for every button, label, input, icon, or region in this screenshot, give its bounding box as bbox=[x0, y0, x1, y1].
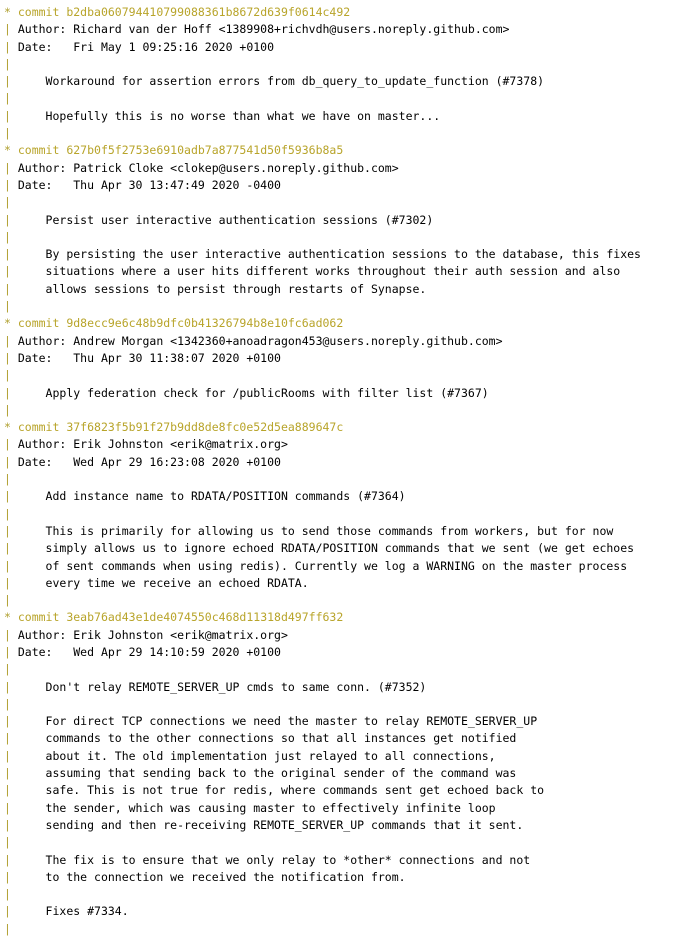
log-text: Author: Richard van der Hoff <1389908+richvdh@users.noreply.github.com> bbox=[17, 22, 510, 37]
log-line bbox=[4, 177, 692, 194]
log-line bbox=[4, 246, 692, 263]
log-line bbox=[4, 730, 692, 747]
log-text: of sent commands when using redis). Currently we log a WARNING on the master process bbox=[17, 558, 628, 573]
log-line bbox=[4, 558, 692, 575]
graph-branch-line: | bbox=[4, 108, 18, 123]
graph-branch-line: | bbox=[4, 333, 18, 348]
graph-branch-line: | bbox=[4, 39, 18, 54]
commit-keyword: commit bbox=[17, 143, 67, 158]
graph-branch-line: | bbox=[4, 921, 18, 936]
log-line bbox=[4, 696, 692, 713]
log-line bbox=[4, 782, 692, 799]
graph-commit-node: * bbox=[4, 610, 18, 625]
graph-commit-node: * bbox=[4, 316, 18, 331]
graph-branch-line: | bbox=[4, 852, 18, 867]
graph-branch-line: | bbox=[4, 766, 18, 781]
log-line bbox=[4, 644, 692, 661]
log-line bbox=[4, 56, 692, 73]
graph-branch-line: | bbox=[4, 160, 18, 175]
log-line bbox=[4, 125, 692, 142]
graph-branch-line: | bbox=[4, 644, 18, 659]
graph-branch-line: | bbox=[4, 247, 18, 262]
log-text: sending and then re-receiving REMOTE_SERVER_UP commands that it sent. bbox=[17, 817, 524, 832]
log-text: safe. This is not true for redis, where commands sent get echoed back to bbox=[17, 783, 545, 798]
log-line bbox=[4, 488, 692, 505]
log-text: about it. The old implementation just relayed to all connections, bbox=[17, 748, 496, 763]
graph-commit-node: * bbox=[4, 5, 18, 19]
log-text: the sender, which was causing master to effectively infinite loop bbox=[17, 800, 496, 815]
commit-keyword: commit bbox=[17, 610, 67, 625]
commit-line bbox=[4, 142, 692, 159]
log-text: Date: Wed Apr 29 14:10:59 2020 +0100 bbox=[17, 644, 281, 659]
graph-branch-line: | bbox=[4, 177, 18, 192]
graph-branch-line: | bbox=[4, 74, 18, 89]
graph-commit-node: * bbox=[4, 143, 18, 158]
log-text: Date: Wed Apr 29 16:23:08 2020 +0100 bbox=[17, 454, 281, 469]
log-line bbox=[4, 108, 692, 125]
log-line bbox=[4, 506, 692, 523]
graph-branch-line: | bbox=[4, 195, 18, 210]
commit-hash: 37f6823f5b91f27b9dd8de8fc0e52d5ea889647c bbox=[66, 420, 344, 435]
graph-branch-line: | bbox=[4, 869, 18, 884]
commit-line bbox=[4, 4, 692, 21]
log-line bbox=[4, 229, 692, 246]
commit-hash: b2dba060794410799088361b8672d639f0614c492 bbox=[66, 5, 351, 19]
graph-branch-line: | bbox=[4, 800, 18, 815]
log-line bbox=[4, 869, 692, 886]
graph-branch-line: | bbox=[4, 558, 18, 573]
log-line bbox=[4, 454, 692, 471]
graph-branch-line: | bbox=[4, 472, 18, 487]
commit-keyword: commit bbox=[17, 5, 67, 19]
log-text: every time we receive an echoed RDATA. bbox=[17, 575, 309, 590]
log-text: allows sessions to persist through restarts of Synapse. bbox=[17, 281, 427, 296]
log-text: commands to the other connections so that all instances get notified bbox=[17, 731, 517, 746]
log-line bbox=[4, 160, 692, 177]
graph-branch-line: | bbox=[4, 679, 18, 694]
graph-branch-line: | bbox=[4, 904, 18, 919]
log-line bbox=[4, 592, 692, 609]
log-line bbox=[4, 471, 692, 488]
graph-branch-line: | bbox=[4, 835, 18, 850]
commit-keyword: commit bbox=[17, 420, 67, 435]
log-text: simply allows us to ignore echoed RDATA/POSITION commands that we sent (we get echoes bbox=[17, 541, 635, 556]
graph-branch-line: | bbox=[4, 229, 18, 244]
log-text: assuming that sending back to the original sender of the command was bbox=[17, 766, 517, 781]
log-text: Date: Thu Apr 30 13:47:49 2020 -0400 bbox=[17, 177, 281, 192]
log-line bbox=[4, 90, 692, 107]
log-line bbox=[4, 886, 692, 903]
log-line bbox=[4, 281, 692, 298]
log-line bbox=[4, 661, 692, 678]
graph-branch-line: | bbox=[4, 887, 18, 902]
commit-line bbox=[4, 419, 692, 436]
commit-keyword: commit bbox=[17, 316, 67, 331]
graph-branch-line: | bbox=[4, 575, 18, 590]
log-text: Fixes #7334. bbox=[17, 904, 129, 919]
log-text: Apply federation check for /publicRooms with filter list (#7367) bbox=[17, 385, 489, 400]
graph-branch-line: | bbox=[4, 593, 18, 608]
graph-branch-line: | bbox=[4, 437, 18, 452]
graph-branch-line: | bbox=[4, 264, 18, 279]
log-text: Persist user interactive authentication sessions (#7302) bbox=[17, 212, 434, 227]
graph-branch-line: | bbox=[4, 56, 18, 71]
log-line bbox=[4, 748, 692, 765]
log-text: Date: Thu Apr 30 11:38:07 2020 +0100 bbox=[17, 350, 281, 365]
log-line bbox=[4, 540, 692, 557]
log-text: Author: Andrew Morgan <1342360+anoadragon453@users.noreply.github.com> bbox=[17, 333, 503, 348]
graph-branch-line: | bbox=[4, 783, 18, 798]
log-line bbox=[4, 298, 692, 315]
log-line bbox=[4, 523, 692, 540]
graph-branch-line: | bbox=[4, 402, 18, 417]
graph-branch-line: | bbox=[4, 627, 18, 642]
graph-branch-line: | bbox=[4, 454, 18, 469]
log-line bbox=[4, 679, 692, 696]
graph-branch-line: | bbox=[4, 212, 18, 227]
graph-branch-line: | bbox=[4, 696, 18, 711]
commit-hash: 3eab76ad43e1de4074550c468d11318d497ff632 bbox=[66, 610, 344, 625]
commit-hash: 9d8ecc9e6c48b9dfc0b41326794b8e10fc6ad062 bbox=[66, 316, 344, 331]
graph-branch-line: | bbox=[4, 506, 18, 521]
graph-branch-line: | bbox=[4, 523, 18, 538]
log-line bbox=[4, 834, 692, 851]
log-line bbox=[4, 627, 692, 644]
log-text: to the connection we received the notification from. bbox=[17, 869, 406, 884]
log-line bbox=[4, 852, 692, 869]
commit-line bbox=[4, 609, 692, 626]
commit-line bbox=[4, 315, 692, 332]
graph-branch-line: | bbox=[4, 541, 18, 556]
log-line bbox=[4, 575, 692, 592]
log-text: Date: Fri May 1 09:25:16 2020 +0100 bbox=[17, 39, 275, 54]
graph-branch-line: | bbox=[4, 299, 18, 314]
log-text: Workaround for assertion errors from db_query_to_update_function (#7378) bbox=[17, 74, 545, 89]
log-text: Add instance name to RDATA/POSITION commands (#7364) bbox=[17, 489, 406, 504]
log-text: For direct TCP connections we need the master to relay REMOTE_SERVER_UP bbox=[17, 714, 538, 729]
log-text: The fix is to ensure that we only relay to *other* connections and not bbox=[17, 852, 531, 867]
log-text: Author: Patrick Cloke <clokep@users.noreply.github.com> bbox=[17, 160, 399, 175]
log-text: Author: Erik Johnston <erik@matrix.org> bbox=[17, 627, 288, 642]
graph-branch-line: | bbox=[4, 748, 18, 763]
log-text: Don't relay REMOTE_SERVER_UP cmds to same conn. (#7352) bbox=[17, 679, 427, 694]
log-text: By persisting the user interactive authentication sessions to the database, this fixes bbox=[17, 247, 641, 262]
log-line bbox=[4, 39, 692, 56]
log-text: This is primarily for allowing us to send those commands from workers, but for now bbox=[17, 523, 614, 538]
log-line bbox=[4, 194, 692, 211]
log-line bbox=[4, 800, 692, 817]
log-line bbox=[4, 903, 692, 920]
log-line bbox=[4, 73, 692, 90]
log-line bbox=[4, 263, 692, 280]
graph-branch-line: | bbox=[4, 368, 18, 383]
log-line bbox=[4, 385, 692, 402]
log-text: Hopefully this is no worse than what we have on master... bbox=[17, 108, 441, 123]
log-line bbox=[4, 921, 692, 938]
graph-branch-line: | bbox=[4, 91, 18, 106]
graph-branch-line: | bbox=[4, 714, 18, 729]
graph-branch-line: | bbox=[4, 662, 18, 677]
graph-commit-node: * bbox=[4, 420, 18, 435]
graph-branch-line: | bbox=[4, 350, 18, 365]
graph-branch-line: | bbox=[4, 22, 18, 37]
log-line bbox=[4, 402, 692, 419]
log-line bbox=[4, 350, 692, 367]
graph-branch-line: | bbox=[4, 385, 18, 400]
graph-branch-line: | bbox=[4, 489, 18, 504]
graph-branch-line: | bbox=[4, 126, 18, 141]
commit-hash: 627b0f5f2753e6910adb7a877541d50f5936b8a5 bbox=[66, 143, 344, 158]
log-text: situations where a user hits different works throughout their auth session and also bbox=[17, 264, 621, 279]
log-line bbox=[4, 765, 692, 782]
graph-branch-line: | bbox=[4, 817, 18, 832]
graph-branch-line: | bbox=[4, 731, 18, 746]
log-line bbox=[4, 713, 692, 730]
log-line bbox=[4, 436, 692, 453]
log-line bbox=[4, 817, 692, 834]
log-line bbox=[4, 212, 692, 229]
graph-branch-line: | bbox=[4, 281, 18, 296]
log-line bbox=[4, 367, 692, 384]
log-line bbox=[4, 21, 692, 38]
log-line bbox=[4, 333, 692, 350]
log-text: Author: Erik Johnston <erik@matrix.org> bbox=[17, 437, 288, 452]
